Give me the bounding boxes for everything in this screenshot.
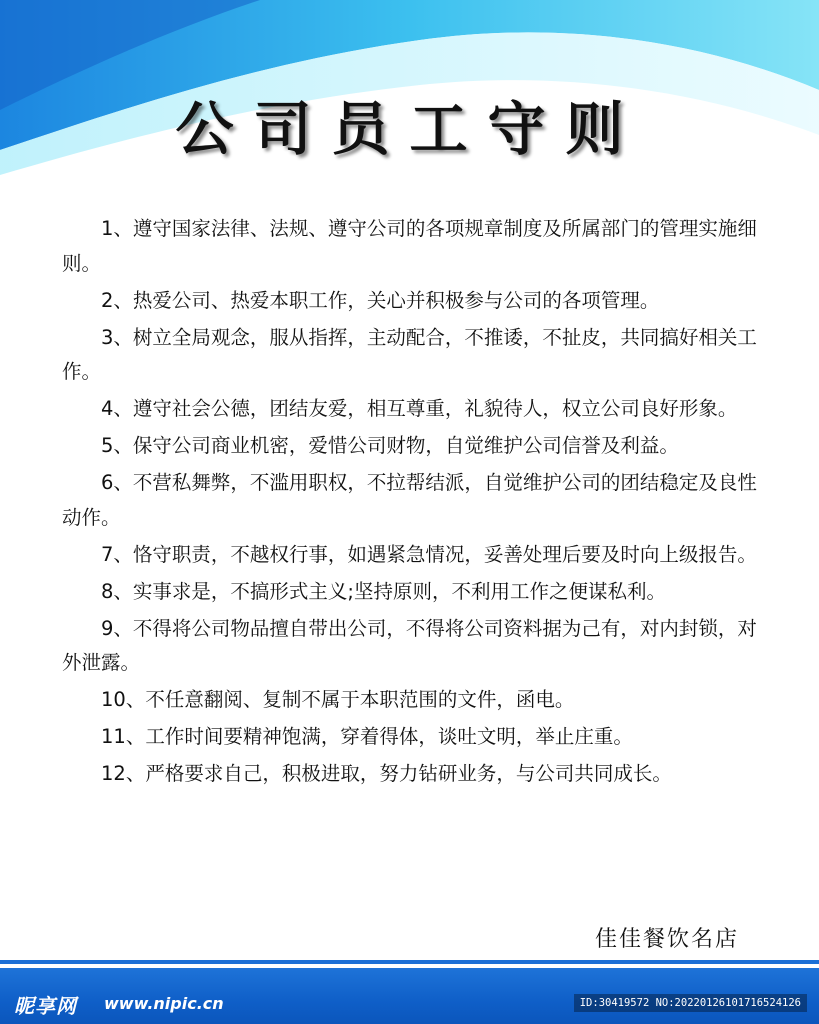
rule-item: 8、实事求是，不搞形式主义;坚持原则，不利用工作之便谋私利。 [101,579,666,603]
footer-bar [0,968,819,1024]
rule-item: 6、不营私舞弊，不滥用职权，不拉帮结派，自觉维护公司的团结稳定及良性动作。 [62,471,757,529]
rule-item: 5、保守公司商业机密，爱惜公司财物，自觉维护公司信誉及利益。 [101,434,679,457]
rule-item: 2、热爱公司、热爱本职工作，关心并积极参与公司的各项管理。 [101,288,660,312]
rule-item: 1、遵守国家法律、法规、遵守公司的各项规章制度及所属部门的管理实施细则。 [62,217,757,275]
rule-item: 12、严格要求自己，积极进取，努力钻研业务，与公司共同成长。 [101,762,672,785]
watermark-id: ID:30419572 NO:20220126101716524126 [574,994,807,1012]
page-title: 公司员工守则 [175,95,644,163]
rule-item: 11、工作时间要精神饱满，穿着得体，谈吐文明，举止庄重。 [101,725,633,748]
footer-divider [0,960,819,964]
watermark-url: www.nipic.cn [104,994,224,1013]
watermark-brand: 昵享网 [14,994,77,1018]
rule-item: 4、遵守社会公德，团结友爱，相互尊重，礼貌待人，权立公司良好形象。 [101,397,738,420]
rules-list [62,212,762,794]
rule-item: 10、不任意翻阅、复制不属于本职范围的文件，函电。 [101,688,575,711]
signature: 佳佳餐饮名店 [594,927,739,952]
rule-item: 3、树立全局观念，服从指挥，主动配合，不推诿，不扯皮，共同搞好相关工作。 [62,325,757,383]
rule-item: 9、不得将公司物品擅自带出公司，不得将公司资料据为己有，对内封锁，对外泄露。 [62,616,757,674]
rule-item: 7、恪守职责，不越权行事，如遇紧急情况，妥善处理后要及时向上级报告。 [101,542,757,566]
